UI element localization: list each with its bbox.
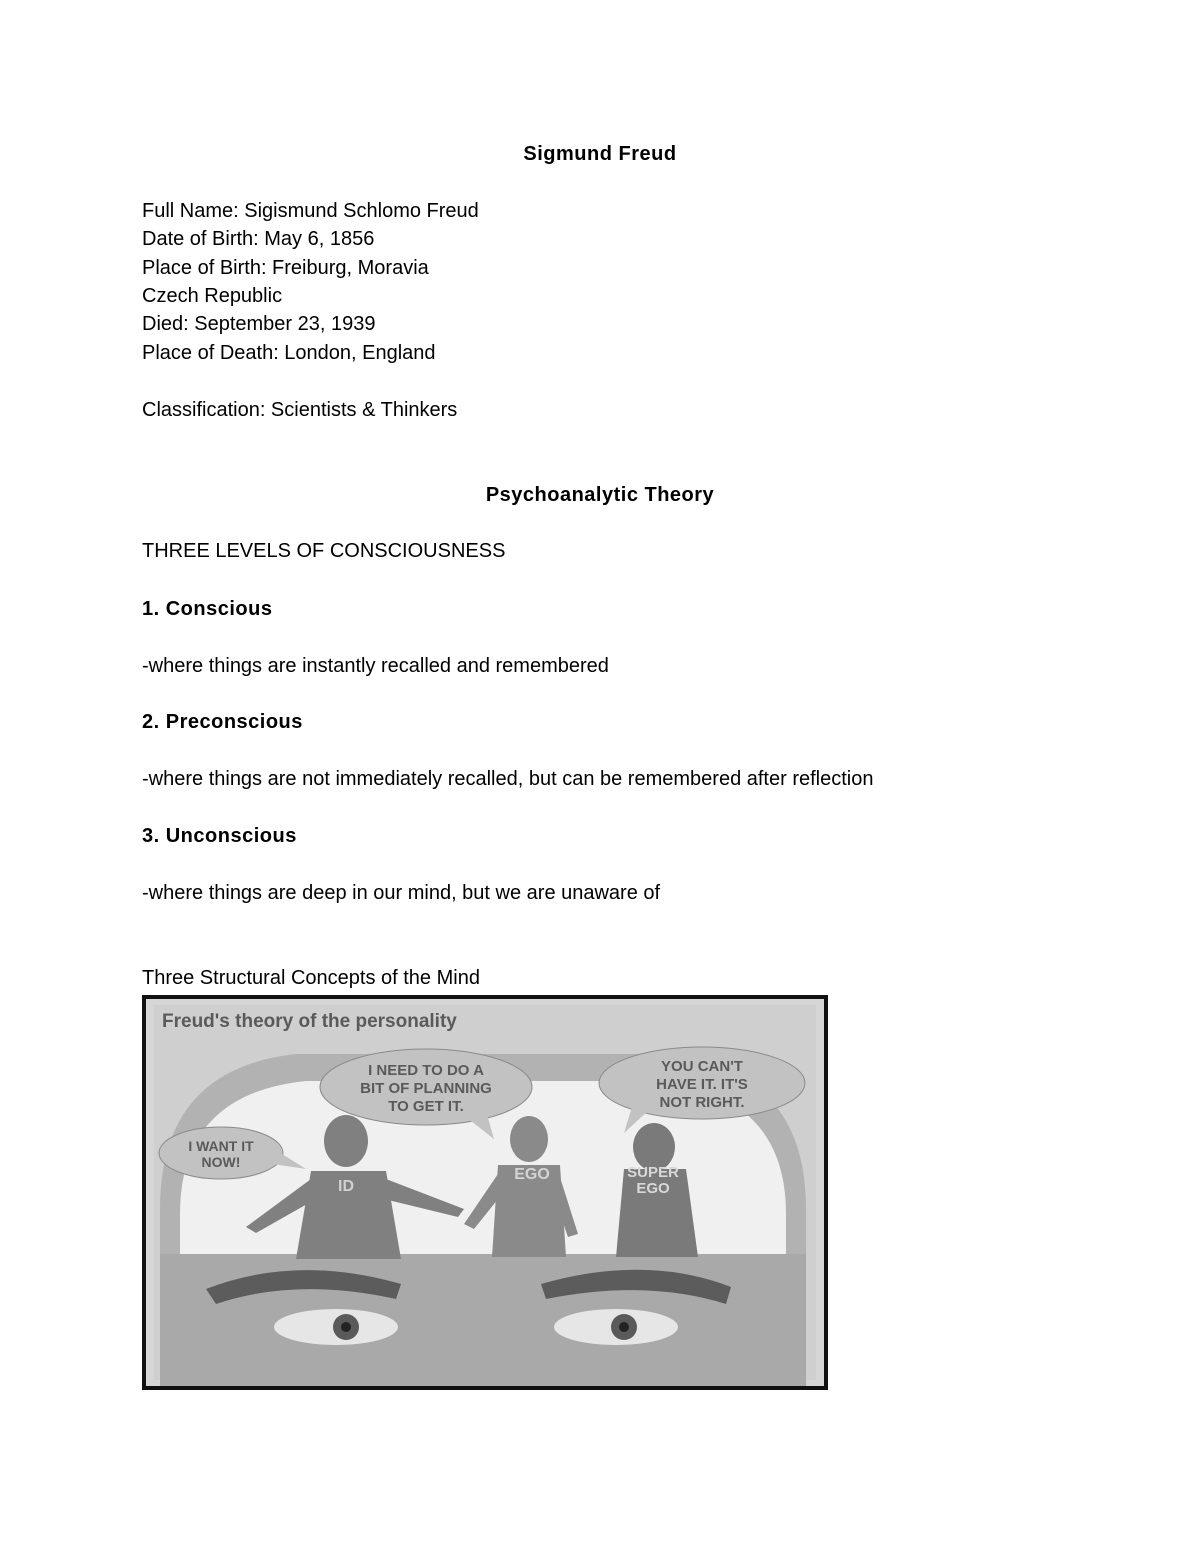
superego-label-1: SUPER <box>627 1164 679 1181</box>
bubble-text: YOU CAN'T <box>661 1058 743 1075</box>
personality-illustration <box>142 995 828 1390</box>
bio-date-of-birth: Date of Birth: May 6, 1856 <box>142 228 375 250</box>
bubble-text: HAVE IT. IT'S <box>656 1076 748 1093</box>
level-title: 3. Unconscious <box>142 825 297 847</box>
face-area <box>160 1254 806 1386</box>
page-title: Sigmund Freud <box>523 143 677 165</box>
level-description: -where things are instantly recalled and remembered <box>142 655 609 677</box>
structural-heading: Three Structural Concepts of the Mind <box>142 967 480 989</box>
level-title: 2. Preconscious <box>142 711 303 733</box>
bio-place-of-birth: Place of Birth: Freiburg, Moravia <box>142 257 429 279</box>
bio-classification: Classification: Scientists & Thinkers <box>142 399 458 421</box>
id-label: ID <box>338 1178 354 1195</box>
bubble-text: NOT RIGHT. <box>659 1094 745 1111</box>
bubble-text: I WANT IT <box>188 1138 254 1154</box>
bio-place-of-death: Place of Death: London, England <box>142 342 436 364</box>
level-title: 1. Conscious <box>142 598 273 620</box>
illustration-caption: Freud's theory of the personality <box>162 1011 457 1032</box>
bubble-text: I NEED TO DO A <box>368 1062 484 1079</box>
bubble-text: TO GET IT. <box>388 1098 464 1115</box>
levels-heading: THREE LEVELS OF CONSCIOUSNESS <box>142 540 506 562</box>
bubble-text: NOW! <box>201 1154 241 1170</box>
superego-label-2: EGO <box>636 1180 670 1197</box>
bio-country: Czech Republic <box>142 285 283 307</box>
level-description: -where things are deep in our mind, but we are unaware of <box>142 882 661 904</box>
bubble-text: BIT OF PLANNING <box>360 1080 492 1097</box>
ego-label: EGO <box>514 1166 550 1183</box>
level-description: -where things are not immediately recalled, but can be remembered after reflection <box>142 768 874 790</box>
section-heading: Psychoanalytic Theory <box>485 484 715 506</box>
bio-died: Died: September 23, 1939 <box>142 313 376 335</box>
bio-full-name: Full Name: Sigismund Schlomo Freud <box>142 200 479 222</box>
